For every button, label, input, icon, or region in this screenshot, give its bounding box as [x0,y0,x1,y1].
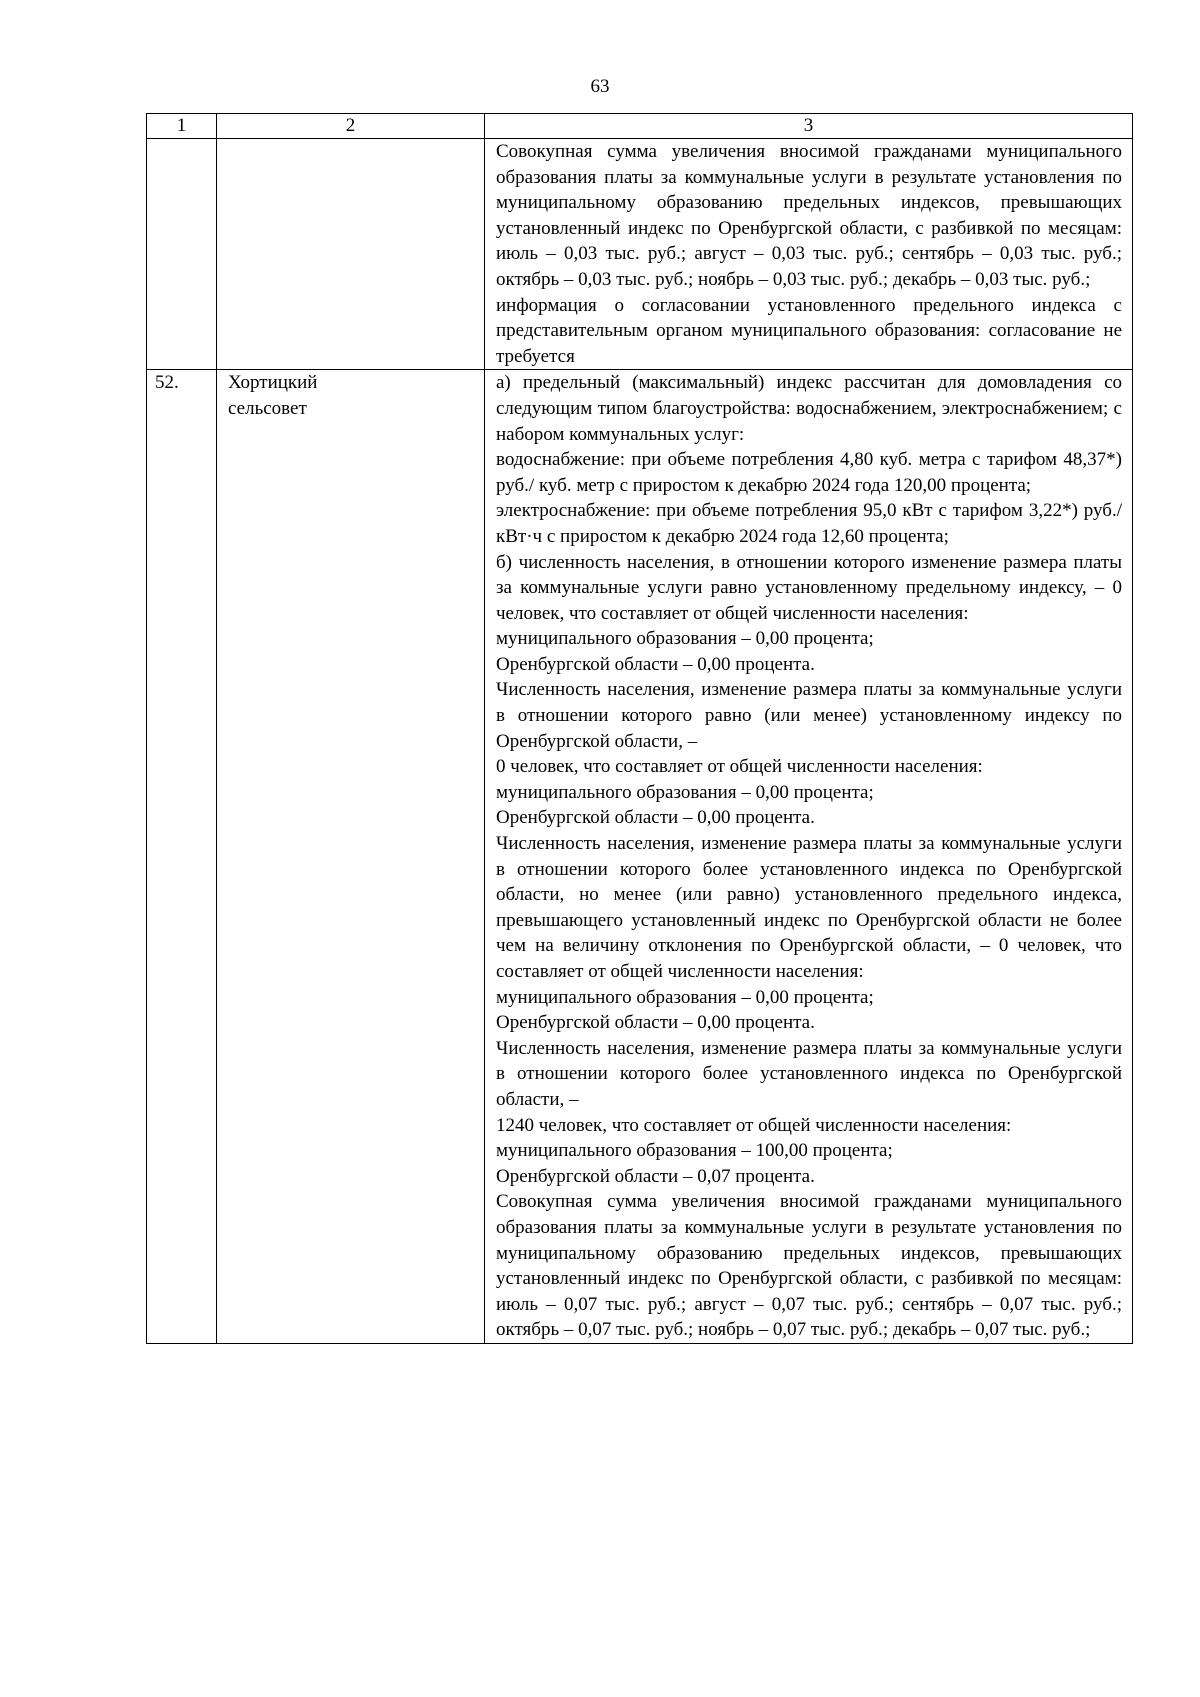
row-number-cell: 52. [147,370,217,1344]
row-content-cell [485,139,1133,370]
content-paragraph: информация о согласовании установленного предельного индекса с представительным органом муниципального образования: согласование не требуется [496,294,1122,367]
column-header-2: 2 [217,114,485,139]
row-name-cell [217,370,485,1344]
row-number-cell [147,139,217,370]
content-paragraph: муниципального образования – 0,00 процента; [496,628,874,650]
content-paragraph: Оренбургской области – 0,00 процента. [496,1012,815,1034]
table-row-continuation [147,139,1133,370]
content-paragraph: а) предельный (максимальный) индекс рассчитан для домовладения со следующим типом благоустройства: водоснабжением, электроснабжением; с набором коммунальных услуг: [496,372,1122,445]
content-paragraph: Совокупная сумма увеличения вносимой гражданами муниципального образования платы за коммунальные услуги в результате установления по муниципальному образованию предельных индексов, превышающих установленный индекс по Оренбургской области, с разбивкой по месяцам: июль – 0,07 тыс. руб.; август – 0,07 тыс. руб.; сентябрь – 0,07 тыс. руб.; октябрь – 0,07 тыс. руб.; ноябрь – 0,07 тыс. руб.; декабрь – 0,07 тыс. руб.; [496,1191,1122,1341]
row-content-cell [485,370,1133,1344]
content-paragraph: 1240 человек, что составляет от общей численности населения: [496,1114,1012,1136]
row-name-cell [217,139,485,370]
table-header-row [147,114,1133,139]
content-paragraph: б) численность населения, в отношении которого изменение размера платы за коммунальные услуги равно установленному предельному индексу, – 0 человек, что составляет от общей численности населения: [496,551,1122,624]
column-header-3: 3 [485,114,1133,139]
column-header-1: 1 [147,114,217,139]
content-paragraph: Совокупная сумма увеличения вносимой гражданами муниципального образования платы за коммунальные услуги в результате установления по муниципальному образованию предельных индексов, превышающих установленный индекс по Оренбургской области, с разбивкой по месяцам: июль – 0,03 тыс. руб.; август – 0,03 тыс. руб.; сентябрь – 0,03 тыс. руб.; октябрь – 0,03 тыс. руб.; ноябрь – 0,03 тыс. руб.; декабрь – 0,03 тыс. руб.; [496,141,1122,290]
content-paragraph: муниципального образования – 0,00 процента; [496,781,874,803]
content-paragraph: Численность населения, изменение размера платы за коммунальные услуги в отношении которого равно (или менее) установленному индексу по Оренбургской области, – [496,679,1122,752]
municipality-name-line: сельсовет [228,397,307,419]
content-paragraph: Численность населения, изменение размера платы за коммунальные услуги в отношении которого более установленного индекса по Оренбургской области, но менее (или равно) установленного предельного индекса, превышающего установленный индекс по Оренбургской области не более чем на величину отклонения по Оренбургской области, – 0 человек, что составляет от общей численности населения: [496,833,1122,982]
table-row-52 [147,370,1133,1344]
content-paragraph: Оренбургской области – 0,07 процента. [496,1165,815,1187]
document-table [146,113,1133,1344]
content-paragraph: Оренбургской области – 0,00 процента. [496,807,815,829]
content-paragraph: водоснабжение: при объеме потребления 4,80 куб. метра с тарифом 48,37*) руб./ куб. метр с приростом к декабрю 2024 года 120,00 процента; [496,449,1122,496]
content-paragraph: муниципального образования – 100,00 процента; [496,1140,893,1162]
content-paragraph: электроснабжение: при объеме потребления 95,0 кВт с тарифом 3,22*) руб./кВт·ч с приростом к декабрю 2024 года 12,60 процента; [496,500,1122,547]
content-paragraph: Численность населения, изменение размера платы за коммунальные услуги в отношении которого более установленного индекса по Оренбургской области, – [496,1037,1122,1110]
content-paragraph: Оренбургской области – 0,00 процента. [496,653,815,675]
content-paragraph: муниципального образования – 0,00 процента; [496,986,874,1008]
content-paragraph: 0 человек, что составляет от общей численности населения: [496,756,983,778]
municipality-name-line: Хортицкий [228,372,318,394]
page-number: 63 [590,76,610,97]
